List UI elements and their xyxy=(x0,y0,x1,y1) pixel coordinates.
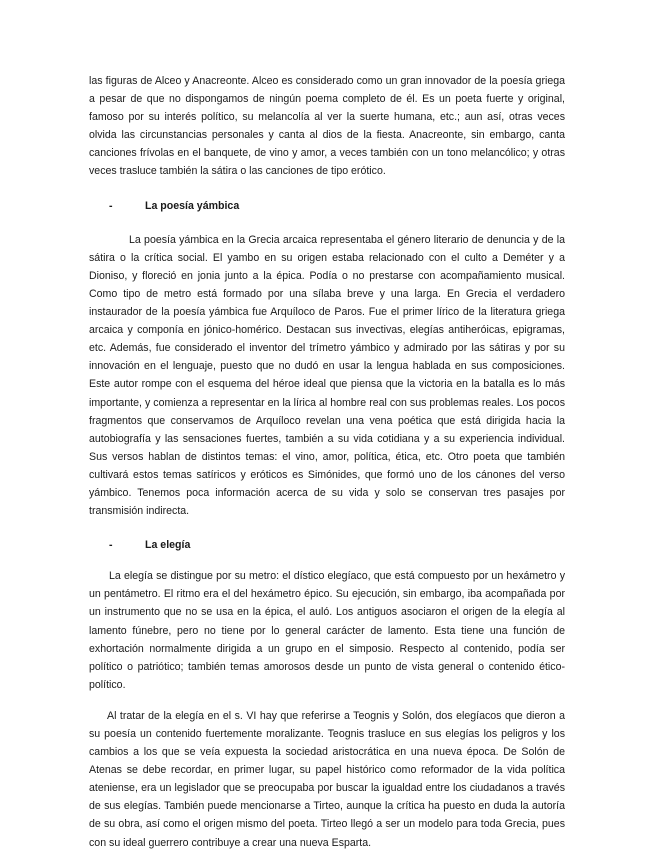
bullet-dash: - xyxy=(109,539,113,552)
section-title: La elegía xyxy=(145,539,191,552)
intro-paragraph: las figuras de Alceo y Anacreonte. Alceo es considerado como un gran innovador de la poesía griega a pesar de que no dispongamos de ningún poema completo de él. Es un poeta fuerte y original, famoso por su interés político, su melancolía al ver la suerte humana, etc.; aun así, otras veces olvida las circunstancias personales y canta al dios de la fiesta. Anacreonte, sin embargo, canta canciones frívolas en el banquete, de vino y amor, a veces también con un tono melancólico; y otras veces trasluce también la sátira o las canciones de tipo erótico. xyxy=(89,75,565,178)
body-paragraph: La elegía se distingue por su metro: el dístico elegíaco, que está compuesto por un hexámetro y un pentámetro. El ritmo era el del hexámetro épico. Su ejecución, sin embargo, iba acompañada por un instrumento que no se usa en la épica, el auló. Los antiguos asociaron el origen de la elegía al lamento fúnebre, pero no tiene por lo general carácter de lamento. Esta tiene una función de exhortación normalmente dirigida a un grupo en el simposio. Respecto al contenido, podía ser político o patriótico; también temas amorosos desde un punto de vista general o contenido ético-político. xyxy=(89,570,565,691)
section-heading-yambica xyxy=(89,197,565,215)
section-title: La poesía yámbica xyxy=(145,199,240,212)
document-page xyxy=(89,72,565,852)
section-heading-elegia xyxy=(89,536,565,554)
bullet-dash: - xyxy=(109,199,113,212)
body-paragraph: Al tratar de la elegía en el s. VI hay que referirse a Teognis y Solón, dos elegíacos que dieron a su poesía un contenido fuertemente moralizante. Teognis trasluce en sus elegías los peligros y los cambios a los que se veía expuesta la sociedad aristocrática en una nueva época. De Solón de Atenas se debe recordar, en primer lugar, su papel histórico como reformador de la vida política ateniense, era un legislador que se preocupaba por buscar la igualdad entre los ciudadanos a través de sus elegías. También puede mencionarse a Tirteo, aunque la crítica ha puesto en duda la autoría de su obra, así como el origen mismo del poeta. Tirteo llegó a ser un modelo para toda Grecia, pues con su ideal guerrero contribuye a crear una nueva Esparta. xyxy=(89,709,565,849)
body-paragraph: La poesía yámbica en la Grecia arcaica representaba el género literario de denuncia y de la sátira o la crítica social. El yambo en su origen estaba relacionado con el culto a Deméter y a Dioniso, y floreció en jonia junto a la épica. Podía o no prestarse con acompañamiento musical. Como tipo de metro está formado por una sílaba breve y una larga. En Grecia el verdadero instaurador de la poesía yámbica fue Arquíloco de Paros. Fue el primer lírico de la literatura griega arcaica y componía en jónico-homérico. Destacan sus invectivas, elegías antiheróicas, epigramas, etc. Además, fue considerado el inventor del trímetro yámbico y admirado por las sátiras y por su innovación en el lenguaje, puesto que no dudó en usar la lengua hablada en sus composiciones. Este autor rompe con el esquema del héroe ideal que piensa que la victoria en la batalla es lo más importante, y comienza a representar en la lírica al hombre real con sus problemas reales. Los pocos fragmentos que conservamos de Arquíloco revelan una vena poética que está dirigida hacia la autobiografía y las sensaciones fuertes, también a su vida cotidiana y a su experiencia individual. Sus versos hablan de distintos temas: el vino, amor, política, ética, etc. Otro poeta que también cultivará estos temas satíricos y eróticos es Simónides, que formó uno de los cánones del verso yámbico. Tenemos poca información acerca de su vida y solo se conservan tres pasajes por transmisión indirecta. xyxy=(89,233,565,518)
